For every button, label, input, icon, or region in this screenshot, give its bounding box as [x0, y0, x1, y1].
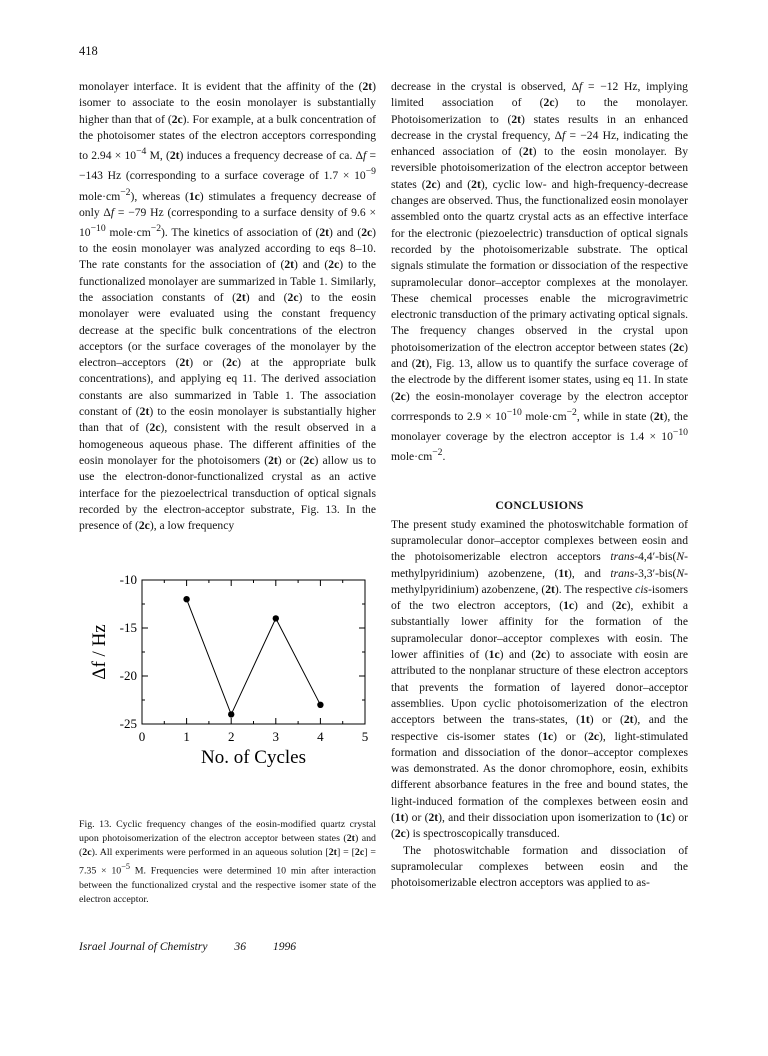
body-paragraph: monolayer interface. It is evident that the affinity of the (2t) isomer to associate to the eosin monolayer is substantially higher than that of (2c). For example, at a bulk concentration of the photoisomer states of the electron acceptors corresponding to $2.94 \times 10^{-4}$ M, (2t) induces a frequency decrease of ca. Δf = −143 Hz (corresponding to a surface coverage of $1.7 \times 10^{-9}$ $mole\cdot cm^{-2}$), whereas (1c) stimulates a frequency decrease of only Δf = −79 Hz (corresponding to a surface density of $9.6 \times 10^{-10}$ $mole\cdot cm^{-2}$). The kinetics of association of (2t) and (2c) to the eosin monolayer was analyzed according to eqs 8–10. The rate constants for the association of (2t) and (2c) to the functionalized monolayer are summarized in Table 1. Similarly, the association constants of (2t) and (2c) to the eosin monolayer were evaluated using the constant frequency decrease at the specific bulk concentrations of the electron acceptors (or the surface coverages of the monolayer by the electron–acceptors (2t) or (2c) at the appropriate bulk concentrations), and applying eq 11. The derived association constants are also summarized in Table 1. The association constant of (2t) to the eosin monolayer is substantially higher than that of (2c), consistent with the result observed in a homogeneous aqueous phase. The different affinities of the eosin monolayer for the photoisomers (2t) or (2c) allow us to use the electron-donor-functionalized crystal as an active interface for the piezoelectrical transduction of optical signals recorded by the electron-acceptor substrate, Fig. 13. In the presence of (2c), a low frequency	[79, 80, 377, 533]
page-number: 418	[79, 44, 98, 58]
plot-frame	[142, 580, 365, 724]
left-column-text	[79, 79, 376, 534]
y-tick-label: -10	[119, 572, 137, 587]
data-point	[273, 615, 279, 621]
x-axis-label: No. of Cycles	[200, 747, 307, 768]
journal-volume: 36	[234, 940, 246, 953]
body-paragraph: The present study examined the photoswitchable formation of supramolecular donor–acceptor complexes between eosin and the photoisomerizable electron acceptors trans-4,4′-bis(N-methylpyridinium) azobenzene, (1t), and trans-3,3′-bis(N-methylpyridinium) azobenzene, (2t). The respective cis-isomers of the two electron acceptors, (1c) and (2c), exhibit a substantially lower affinity for the formation of the supramolecular donor–acceptor complexes with eosin. The lower affinities of (1c) and (2c) to associate with eosin are attributed to the nonplanar structure of these electron acceptors that prevents the formation of layered donor–acceptor assemblies. Upon cyclic photoisomerization of the electron acceptors between the trans-states, (1t) or (2t), and the respective cis-isomer states (1c) or (2c), light-stimulated formation and dissociation of the donor–acceptor complexes was demonstrated. As the donor chromophore, eosin, exhibits different absorbance features in the free and bound states, the light-induced formation of the complexes between eosin and (1t) or (2t), and their dissociation upon isomerization to (1c) or (2c) is spectroscopically transduced.	[391, 517, 688, 841]
figure-caption: Fig. 13. Cyclic frequency changes of the eosin-modified quartz crystal upon photoisomerization of the electron acceptor between states (2t) and (2c). All experiments were performed in an aqueous solution $[2t] = [2c] = 7.35 \times 10^{-5}$ M. Frequencies were determined 10 min after interaction between the functionalized crystal and the respective isomer state of the electron acceptor.	[79, 819, 377, 905]
x-tick-label: 0	[138, 729, 146, 744]
journal-year: 1996	[272, 940, 297, 953]
journal-footer	[79, 940, 320, 953]
line-chart	[79, 566, 376, 811]
series-line	[187, 599, 321, 714]
journal-name: Israel Journal of Chemistry	[79, 940, 208, 953]
x-tick-label: 1	[183, 729, 190, 744]
data-point	[228, 711, 234, 717]
body-paragraph: The photoswitchable formation and dissociation of supramolecular complexes between eosin and the photoisomerizable electron acceptors was applied to as-	[391, 843, 688, 890]
x-tick-label: 4	[317, 729, 324, 744]
y-axis-label: Δf / Hz	[89, 624, 110, 680]
body-paragraph: decrease in the crystal is observed, Δf = −12 Hz, implying limited association of (2c) to the monolayer. Photoisomerization to (2t) states results in an enhanced decrease in the crystal frequency, Δf = −24 Hz, indicating the enhanced association of (2t) to the eosin monolayer. By reversible photoisomerization of the electron acceptor between states (2c) and (2t), cyclic low- and high-frequency-decrease changes are observed. Thus, the functionalized eosin monolayer assembled onto the quartz crystal acts as an effective interface for the electronic (piezoelectric) transduction of optical signals recorded by the photoisomerizable substrate. The optical signals stimulate the formation or dissociation of the respective supramolecular donor–acceptor complexes at the monolayer. These chemical processes enable the microgravimetric electronic transduction of the primary activating optical signals. The frequency changes observed in the crystal upon photoisomerization of the electron acceptor between states (2c) and (2t), Fig. 13, allow us to quantify the surface coverage of the electrode by the different isomer states, using eq 11. In state (2c) the eosin-monolayer coverage by the electron acceptor corrresponds to $2.9 \times 10^{-10}$ $mole\cdot cm^{-2}$, while in state (2t), the monolayer coverage by the electron acceptor is $1.4 \times 10^{-10}$ $mole\cdot cm^{-2}$.	[391, 80, 689, 464]
y-tick-label: -20	[119, 668, 137, 683]
data-point	[183, 596, 189, 602]
x-tick-label: 5	[361, 729, 369, 744]
figure-13-chart	[79, 566, 376, 811]
section-heading-conclusions: CONCLUSIONS	[495, 499, 584, 513]
y-tick-label: -15	[119, 620, 137, 635]
x-tick-label: 2	[227, 729, 235, 744]
right-column-text	[391, 79, 688, 892]
data-point	[317, 702, 323, 708]
x-tick-label: 3	[272, 729, 280, 744]
y-tick-label: -25	[119, 716, 137, 731]
